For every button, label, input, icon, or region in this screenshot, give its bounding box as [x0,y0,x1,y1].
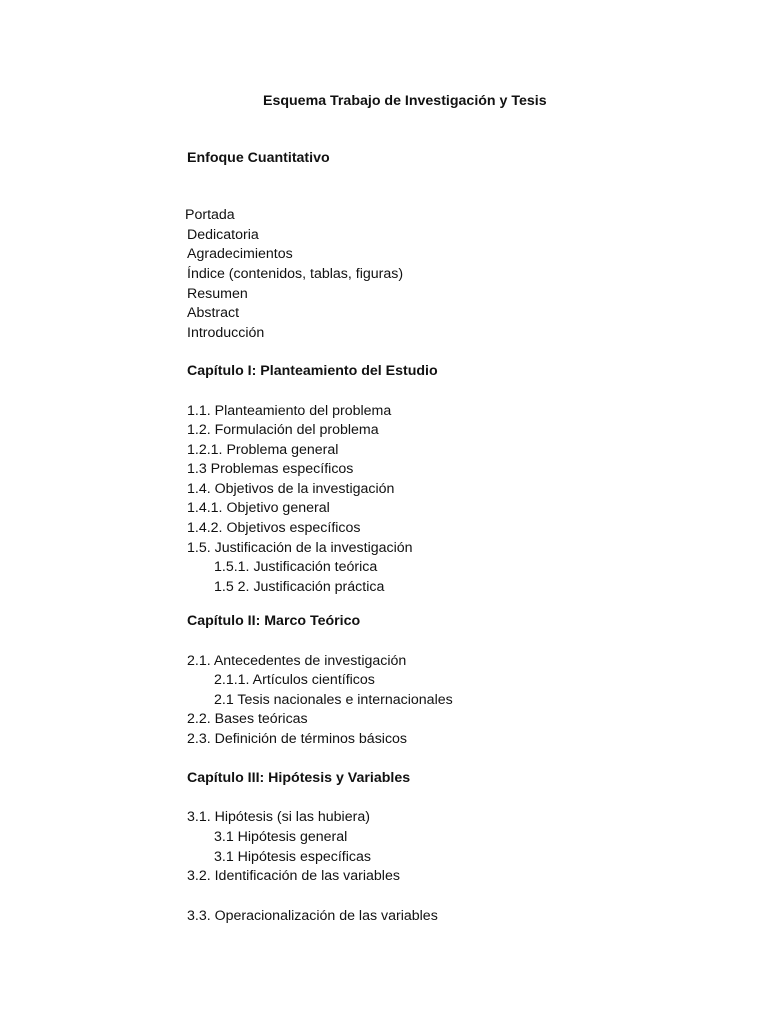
outline-item: 1.2. Formulación del problema [187,422,379,438]
outline-item: 1.4. Objetivos de la investigación [187,481,395,497]
outline-item: 2.2. Bases teóricas [187,711,308,727]
chapter-heading: Capítulo I: Planteamiento del Estudio [187,363,438,379]
outline-item: 1.4.2. Objetivos específicos [187,520,361,536]
chapter-heading: Capítulo II: Marco Teórico [187,613,361,629]
document-title: Esquema Trabajo de Investigación y Tesis [263,93,547,109]
outline-item: 1.2.1. Problema general [187,442,339,458]
front-matter-item: Portada [185,207,235,223]
outline-subitem: 3.1 Hipótesis general [214,829,348,845]
outline-subitem: 3.1 Hipótesis específicas [214,849,371,865]
front-matter-item: Abstract [187,305,240,321]
outline-item: 1.4.1. Objetivo general [187,500,330,516]
front-matter-item: Resumen [187,286,248,302]
section-heading: Enfoque Cuantitativo [187,150,330,166]
front-matter-item: Introducción [187,325,265,341]
outline-item: 2.1. Antecedentes de investigación [187,653,407,669]
chapter-heading: Capítulo III: Hipótesis y Variables [187,770,411,786]
outline-item: 3.3. Operacionalización de las variables [187,908,438,924]
outline-item: 1.3 Problemas específicos [187,461,354,477]
outline-item: 3.1. Hipótesis (si las hubiera) [187,809,370,825]
outline-item: 2.3. Definición de términos básicos [187,731,408,747]
front-matter-item: Agradecimientos [187,246,293,262]
front-matter-item: Dedicatoria [187,227,259,243]
outline-item: 1.5. Justificación de la investigación [187,540,413,556]
outline-subitem: 2.1.1. Artículos científicos [214,672,375,688]
front-matter-item: Índice (contenidos, tablas, figuras) [187,266,404,282]
outline-item: 3.2. Identificación de las variables [187,868,400,884]
outline-subitem: 1.5.1. Justificación teórica [214,559,378,575]
outline-subitem: 2.1 Tesis nacionales e internacionales [214,692,453,708]
outline-subitem: 1.5 2. Justificación práctica [214,579,385,595]
outline-item: 1.1. Planteamiento del problema [187,403,392,419]
